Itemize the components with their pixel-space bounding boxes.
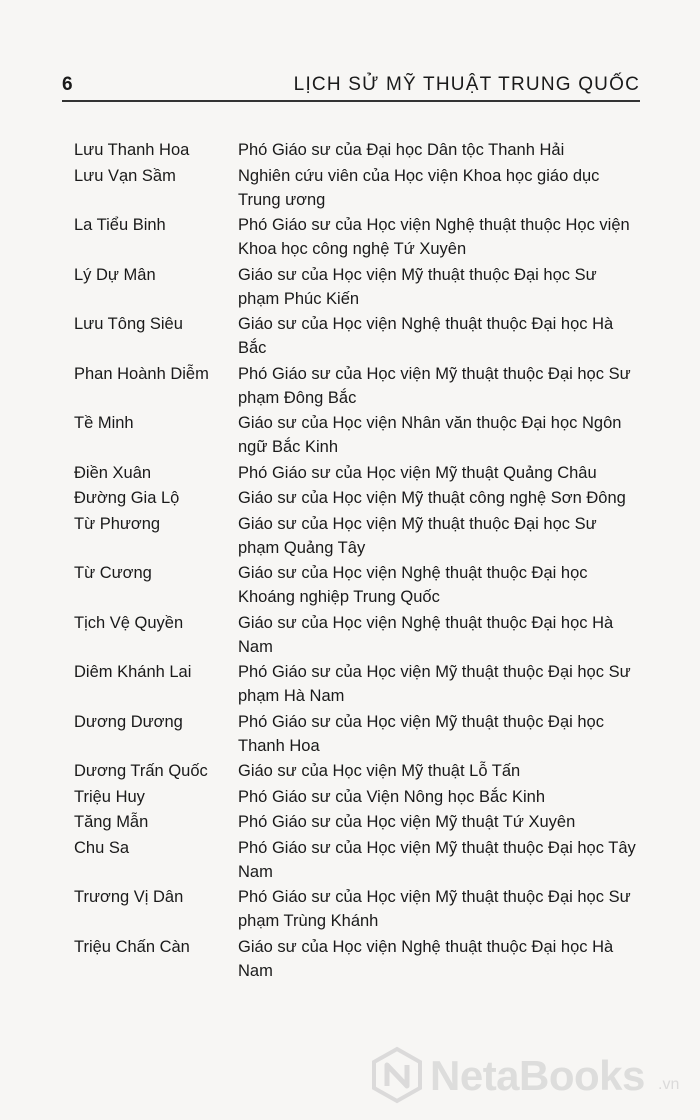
list-item: [74, 164, 640, 212]
contributor-list: [74, 138, 640, 984]
contributor-title: Nghiên cứu viên của Học viện Khoa học giáo dục Trung ương: [238, 166, 600, 209]
list-item: [74, 362, 640, 410]
contributor-name: Tăng Mẫn: [74, 813, 149, 831]
contributor-name: Từ Cương: [74, 564, 152, 582]
contributor-name: La Tiểu Binh: [74, 216, 166, 234]
list-item: [74, 836, 640, 884]
contributor-name: Chu Sa: [74, 838, 130, 857]
contributor-name: Lưu Vạn Sầm: [74, 166, 176, 185]
contributor-title: Giáo sư của Học viện Mỹ thuật Lỗ Tấn: [238, 762, 521, 780]
list-item: [74, 611, 640, 659]
list-item: [74, 138, 640, 162]
header-rule: [62, 100, 640, 102]
contributor-title: Phó Giáo sư của Học viện Mỹ thuật thuộc Đại học Sư phạm Trùng Khánh: [238, 888, 631, 930]
list-item: [74, 759, 640, 783]
contributor-name: Tề Minh: [74, 414, 134, 432]
contributor-title: Giáo sư của Học viện Nhân văn thuộc Đại học Ngôn ngữ Bắc Kinh: [238, 414, 622, 456]
contributor-title: Giáo sư của Học viện Mỹ thuật thuộc Đại học Sư phạm Quảng Tây: [238, 514, 597, 557]
list-item: [74, 710, 640, 758]
list-item: [74, 486, 640, 510]
contributor-title: Phó Giáo sư của Học viện Mỹ thuật thuộc Đại học Tây Nam: [238, 838, 636, 881]
list-item: [74, 512, 640, 560]
contributor-title: Phó Giáo sư của Học viện Nghệ thuật thuộc Học viện Khoa học công nghệ Tứ Xuyên: [238, 216, 630, 258]
contributor-title: Phó Giáo sư của Học viện Mỹ thuật Tứ Xuyên: [238, 813, 576, 831]
netabooks-logo-icon: [368, 1046, 426, 1104]
contributor-title: Giáo sư của Học viện Nghệ thuật thuộc Đại học Hà Bắc: [238, 315, 614, 357]
contributor-title: Phó Giáo sư của Viện Nông học Bắc Kinh: [238, 787, 546, 806]
list-item: [74, 461, 640, 485]
contributor-name: Đường Gia Lộ: [74, 489, 180, 507]
contributor-name: Từ Phương: [74, 514, 161, 533]
list-item: [74, 935, 640, 983]
contributor-name: Trương Vị Dân: [74, 888, 184, 906]
contributor-name: Tịch Vệ Quyền: [74, 613, 184, 632]
list-item: [74, 810, 640, 834]
contributor-title: Phó Giáo sư của Học viện Mỹ thuật thuộc Đại học Sư phạm Hà Nam: [238, 663, 631, 705]
contributor-title: Giáo sư của Học viện Nghệ thuật thuộc Đại học Hà Nam: [238, 613, 614, 656]
list-item: [74, 263, 640, 311]
list-item: [74, 785, 640, 809]
contributor-title: Phó Giáo sư của Học viện Mỹ thuật Quảng Châu: [238, 463, 597, 482]
contributor-title: Giáo sư của Học viện Mỹ thuật công nghệ Sơn Đông: [238, 489, 626, 507]
contributor-title: Phó Giáo sư của Học viện Mỹ thuật thuộc Đại học Sư phạm Đông Bắc: [238, 364, 631, 407]
contributor-title: Giáo sư của Học viện Mỹ thuật thuộc Đại học Sư phạm Phúc Kiến: [238, 265, 597, 308]
contributor-name: Lưu Thanh Hoa: [74, 141, 190, 159]
contributor-name: Dương Trấn Quốc: [74, 762, 208, 780]
contributor-title: Phó Giáo sư của Đại học Dân tộc Thanh Hải: [238, 141, 565, 159]
contributor-name: Lưu Tông Siêu: [74, 315, 183, 333]
contributor-title: Giáo sư của Học viện Nghệ thuật thuộc Đại học Khoáng nghiệp Trung Quốc: [238, 564, 588, 606]
contributor-name: Điền Xuân: [74, 463, 152, 482]
book-title: LỊCH SỬ MỸ THUẬT TRUNG QUỐC: [293, 74, 640, 95]
list-item: [74, 561, 640, 609]
contributor-name: Triệu Huy: [74, 787, 145, 806]
list-item: [74, 213, 640, 261]
contributor-name: Phan Hoành Diễm: [74, 364, 209, 383]
contributor-name: Dương Dương: [74, 712, 183, 731]
watermark-brand: NetaBooks: [430, 1052, 645, 1099]
contributor-title: Phó Giáo sư của Học viện Mỹ thuật thuộc Đại học Thanh Hoa: [238, 712, 604, 755]
watermark: [368, 1046, 688, 1106]
list-item: [74, 885, 640, 933]
running-header: [62, 70, 640, 104]
list-item: [74, 411, 640, 459]
contributor-name: Lý Dự Mân: [74, 265, 156, 284]
watermark-suffix: .vn: [658, 1076, 680, 1093]
contributor-title: Giáo sư của Học viện Nghệ thuật thuộc Đại học Hà Nam: [238, 937, 614, 980]
contributor-name: Triệu Chấn Càn: [74, 937, 190, 956]
contributor-name: Diêm Khánh Lai: [74, 663, 192, 681]
page-number: 6: [62, 74, 74, 95]
list-item: [74, 660, 640, 708]
list-item: [74, 312, 640, 360]
